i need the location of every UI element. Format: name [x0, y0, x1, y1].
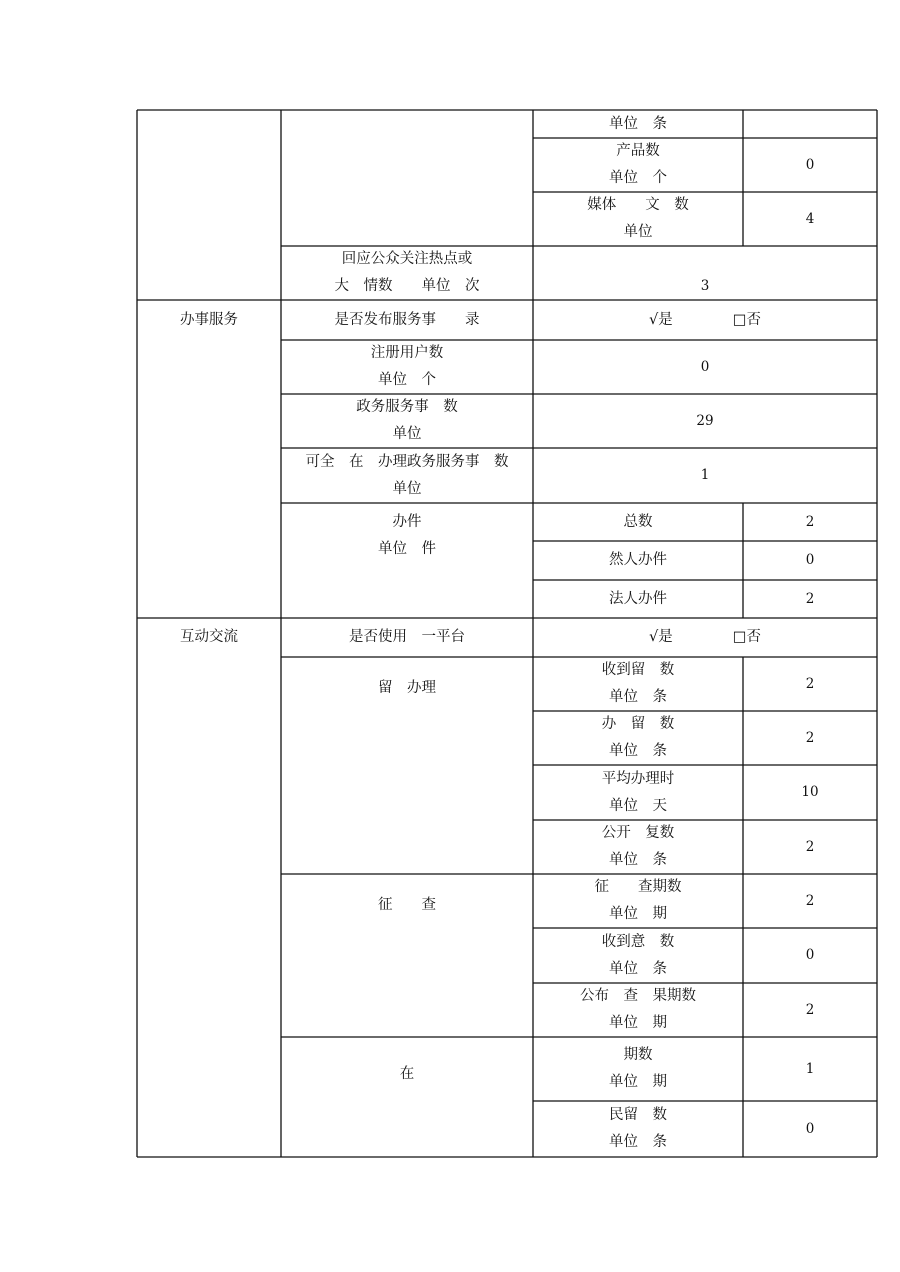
online-service-items-value: 1: [700, 467, 710, 483]
cases-label: 办件 单位 件: [378, 514, 436, 557]
hotspot-line2: 大 情数 单位 次: [334, 278, 480, 294]
public-replies-value: 2: [805, 838, 815, 855]
online-service-items-label: 可全 在 办理政务服务事 数 单位: [305, 453, 509, 497]
survey-periods-label: 征 查期数 单位 期: [594, 879, 682, 922]
received-messages-value: 2: [805, 675, 815, 692]
cases-total-value: 2: [805, 513, 815, 530]
unified-platform-choice: [533, 618, 877, 657]
publish-catalog-label: 是否发布服务事 录: [334, 311, 480, 328]
cases-total-label: 总数: [623, 513, 653, 530]
service-section-title: 办事服务: [180, 311, 238, 328]
survey-results-label: 公布 查 果期数 单位 期: [580, 988, 696, 1031]
interview-periods-value: 1: [805, 1060, 815, 1077]
hotspot-label-cell: [281, 246, 533, 300]
registered-users-label: 注册用户数 单位 个: [370, 345, 444, 388]
received-opinions-label: 收到意 数 单位 条: [601, 933, 675, 977]
average-handling-time-value: 10: [801, 784, 819, 800]
online-interview-title: 在: [399, 1066, 415, 1082]
pub-unit-cell: [533, 110, 743, 138]
natural-person-cases-value: 0: [805, 552, 815, 568]
product-count-value: 0: [805, 156, 815, 173]
publish-no-checkbox[interactable]: □否: [732, 311, 761, 328]
handled-messages-value: 2: [805, 729, 815, 746]
message-handling-title: 留 办理: [378, 680, 436, 696]
media-count-value: 4: [805, 210, 815, 227]
media-count-label-cell: [533, 192, 743, 246]
legal-person-cases-label: 法人办件: [609, 590, 667, 607]
product-count-line2: 单位 个: [609, 170, 667, 186]
registered-users-value: 0: [700, 358, 710, 375]
service-items-value: 29: [696, 412, 714, 429]
survey-title: 征 查: [378, 897, 436, 913]
service-items-label: 政务服务事 数 单位: [356, 399, 458, 442]
received-opinions-value: 0: [805, 947, 815, 963]
product-count-label-cell: [533, 138, 743, 192]
survey-results-value: 2: [805, 1001, 815, 1018]
publish-catalog-choice: [533, 300, 877, 340]
unified-platform-label: 是否使用 一平台: [349, 629, 465, 645]
interview-periods-label: 期数 单位 期: [609, 1047, 667, 1090]
media-count-line1: 媒体 文 数: [587, 197, 689, 213]
product-count-line1: 产品数: [616, 143, 660, 159]
public-replies-label: 公开 复数 单位 条: [601, 825, 675, 868]
received-messages-label: 收到留 数 单位 条: [601, 662, 675, 705]
citizen-messages-value: 0: [805, 1120, 815, 1137]
publish-yes-checkbox[interactable]: √是: [649, 311, 673, 328]
natural-person-cases-label: 然人办件: [609, 552, 667, 568]
platform-yes-checkbox[interactable]: √是: [649, 629, 673, 645]
citizen-messages-label: 民留 数 单位 条: [609, 1107, 667, 1150]
hotspot-line1: 回应公众关注热点或: [341, 251, 473, 267]
media-count-line2: 单位: [623, 224, 653, 240]
hotspot-value: 3: [700, 277, 710, 294]
survey-periods-value: 2: [805, 892, 815, 909]
handled-messages-label: 办 留 数 单位 条: [601, 716, 675, 759]
average-handling-time-label: 平均办理时 单位 天: [601, 770, 675, 814]
platform-no-checkbox[interactable]: □否: [732, 629, 761, 645]
pub-unit-label: 单位 条: [609, 115, 667, 132]
interaction-section-title: 互动交流: [180, 629, 238, 645]
legal-person-cases-value: 2: [805, 590, 815, 607]
